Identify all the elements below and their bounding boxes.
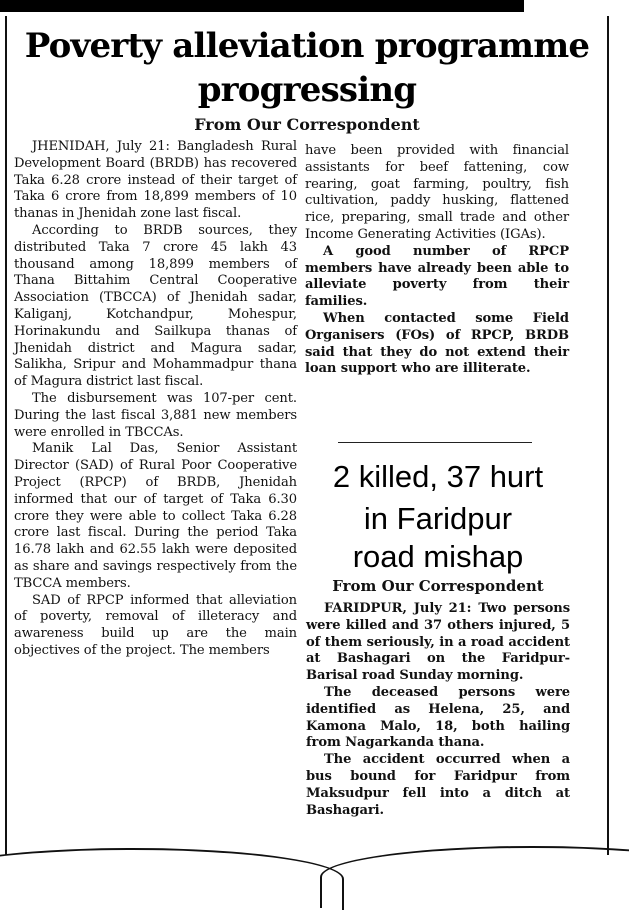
- left-column-rule: [5, 16, 7, 855]
- headline-line-2: progressing: [197, 70, 417, 110]
- paragraph: JHENIDAH, July 21: Bangladesh Rural Development Board (BRDB) has recovered Taka 6.28 crore instead of their target of Taka 6 crore from 18,899 members of 10 thanas in Jhenidah zone last fiscal.: [14, 139, 297, 222]
- top-border-bar: [0, 0, 524, 12]
- paragraph: have been provided with financial assistants for beef fattening, cow rearing, goat farming, poultry, fish cultivation, paddy husking, flattened rice, preparing, small trade and other Income Generating Activities (IGAs).: [305, 143, 569, 242]
- second-headline-line-3: road mishap: [352, 539, 524, 574]
- second-byline: From Our Correspondent: [332, 577, 544, 595]
- paragraph: The disbursement was 107-per cent. During the last fiscal 3,881 new members were enrolled in TBCCAs.: [14, 390, 297, 440]
- second-headline-line-1: 2 killed, 37 hurt: [332, 459, 544, 494]
- paragraph: Manik Lal Das, Senior Assistant Director (SAD) of Rural Poor Cooperative Project (RPCP) of BRDB, Jhenidah informed that our of target of Taka 6.30 crore they were able to collect Taka 6.28 crore last fiscal. During the period Taka 16.78 lakh and 62.55 lakh were deposited as share and savings respectively from the TBCCA members.: [14, 441, 297, 591]
- paragraph: A good number of RPCP members have already been able to alleviate poverty from their families.: [305, 243, 569, 310]
- paragraph: When contacted some Field Organisers (FOs) of RPCP, BRDB said that they do not extend their loan support who are illiterate.: [305, 310, 569, 377]
- paragraph: The deceased persons were identified as Helena, 25, and Kamona Malo, 18, both hailing from Nagarkanda thana.: [306, 684, 570, 751]
- clipping-edge-right: [320, 846, 629, 908]
- second-headline-line-2: in Faridpur: [363, 501, 513, 536]
- right-column-rule: [607, 16, 609, 855]
- byline: From Our Correspondent: [194, 115, 420, 134]
- paragraph: The accident occurred when a bus bound for Faridpur from Maksudpur fell into a ditch at Bashagari.: [306, 752, 570, 818]
- clipping-edge-left: [0, 848, 344, 910]
- article-divider: [338, 442, 532, 443]
- article-left-column: [14, 139, 297, 660]
- paragraph: According to BRDB sources, they distributed Taka 7 crore 45 lakh 43 thousand among 18,899 members of Thana Bittahim Central Cooperative Association (TBCCA) of Jhenidah sadar, Kaliganj, Kotchandpur, Mohespur, Horinakundu and Sailkupa thanas of Jhenidah district and Magura sadar, Salikha, Sripur and Mohammadpur thana of Magura district last fiscal.: [14, 222, 297, 390]
- headline-line-1: Poverty alleviation programme: [24, 26, 590, 66]
- article-right-column: [305, 143, 569, 378]
- second-article-body: [306, 601, 570, 819]
- paragraph: SAD of RPCP informed that alleviation of poverty, removal of illeteracy and awareness build up are the main objectives of the project. The members: [14, 592, 297, 658]
- paragraph: FARIDPUR, July 21: Two persons were killed and 37 others injured, 5 of them seriously, in a road accident at Bashagari on the Faridpur-Barisal road Sunday morning.: [306, 601, 570, 684]
